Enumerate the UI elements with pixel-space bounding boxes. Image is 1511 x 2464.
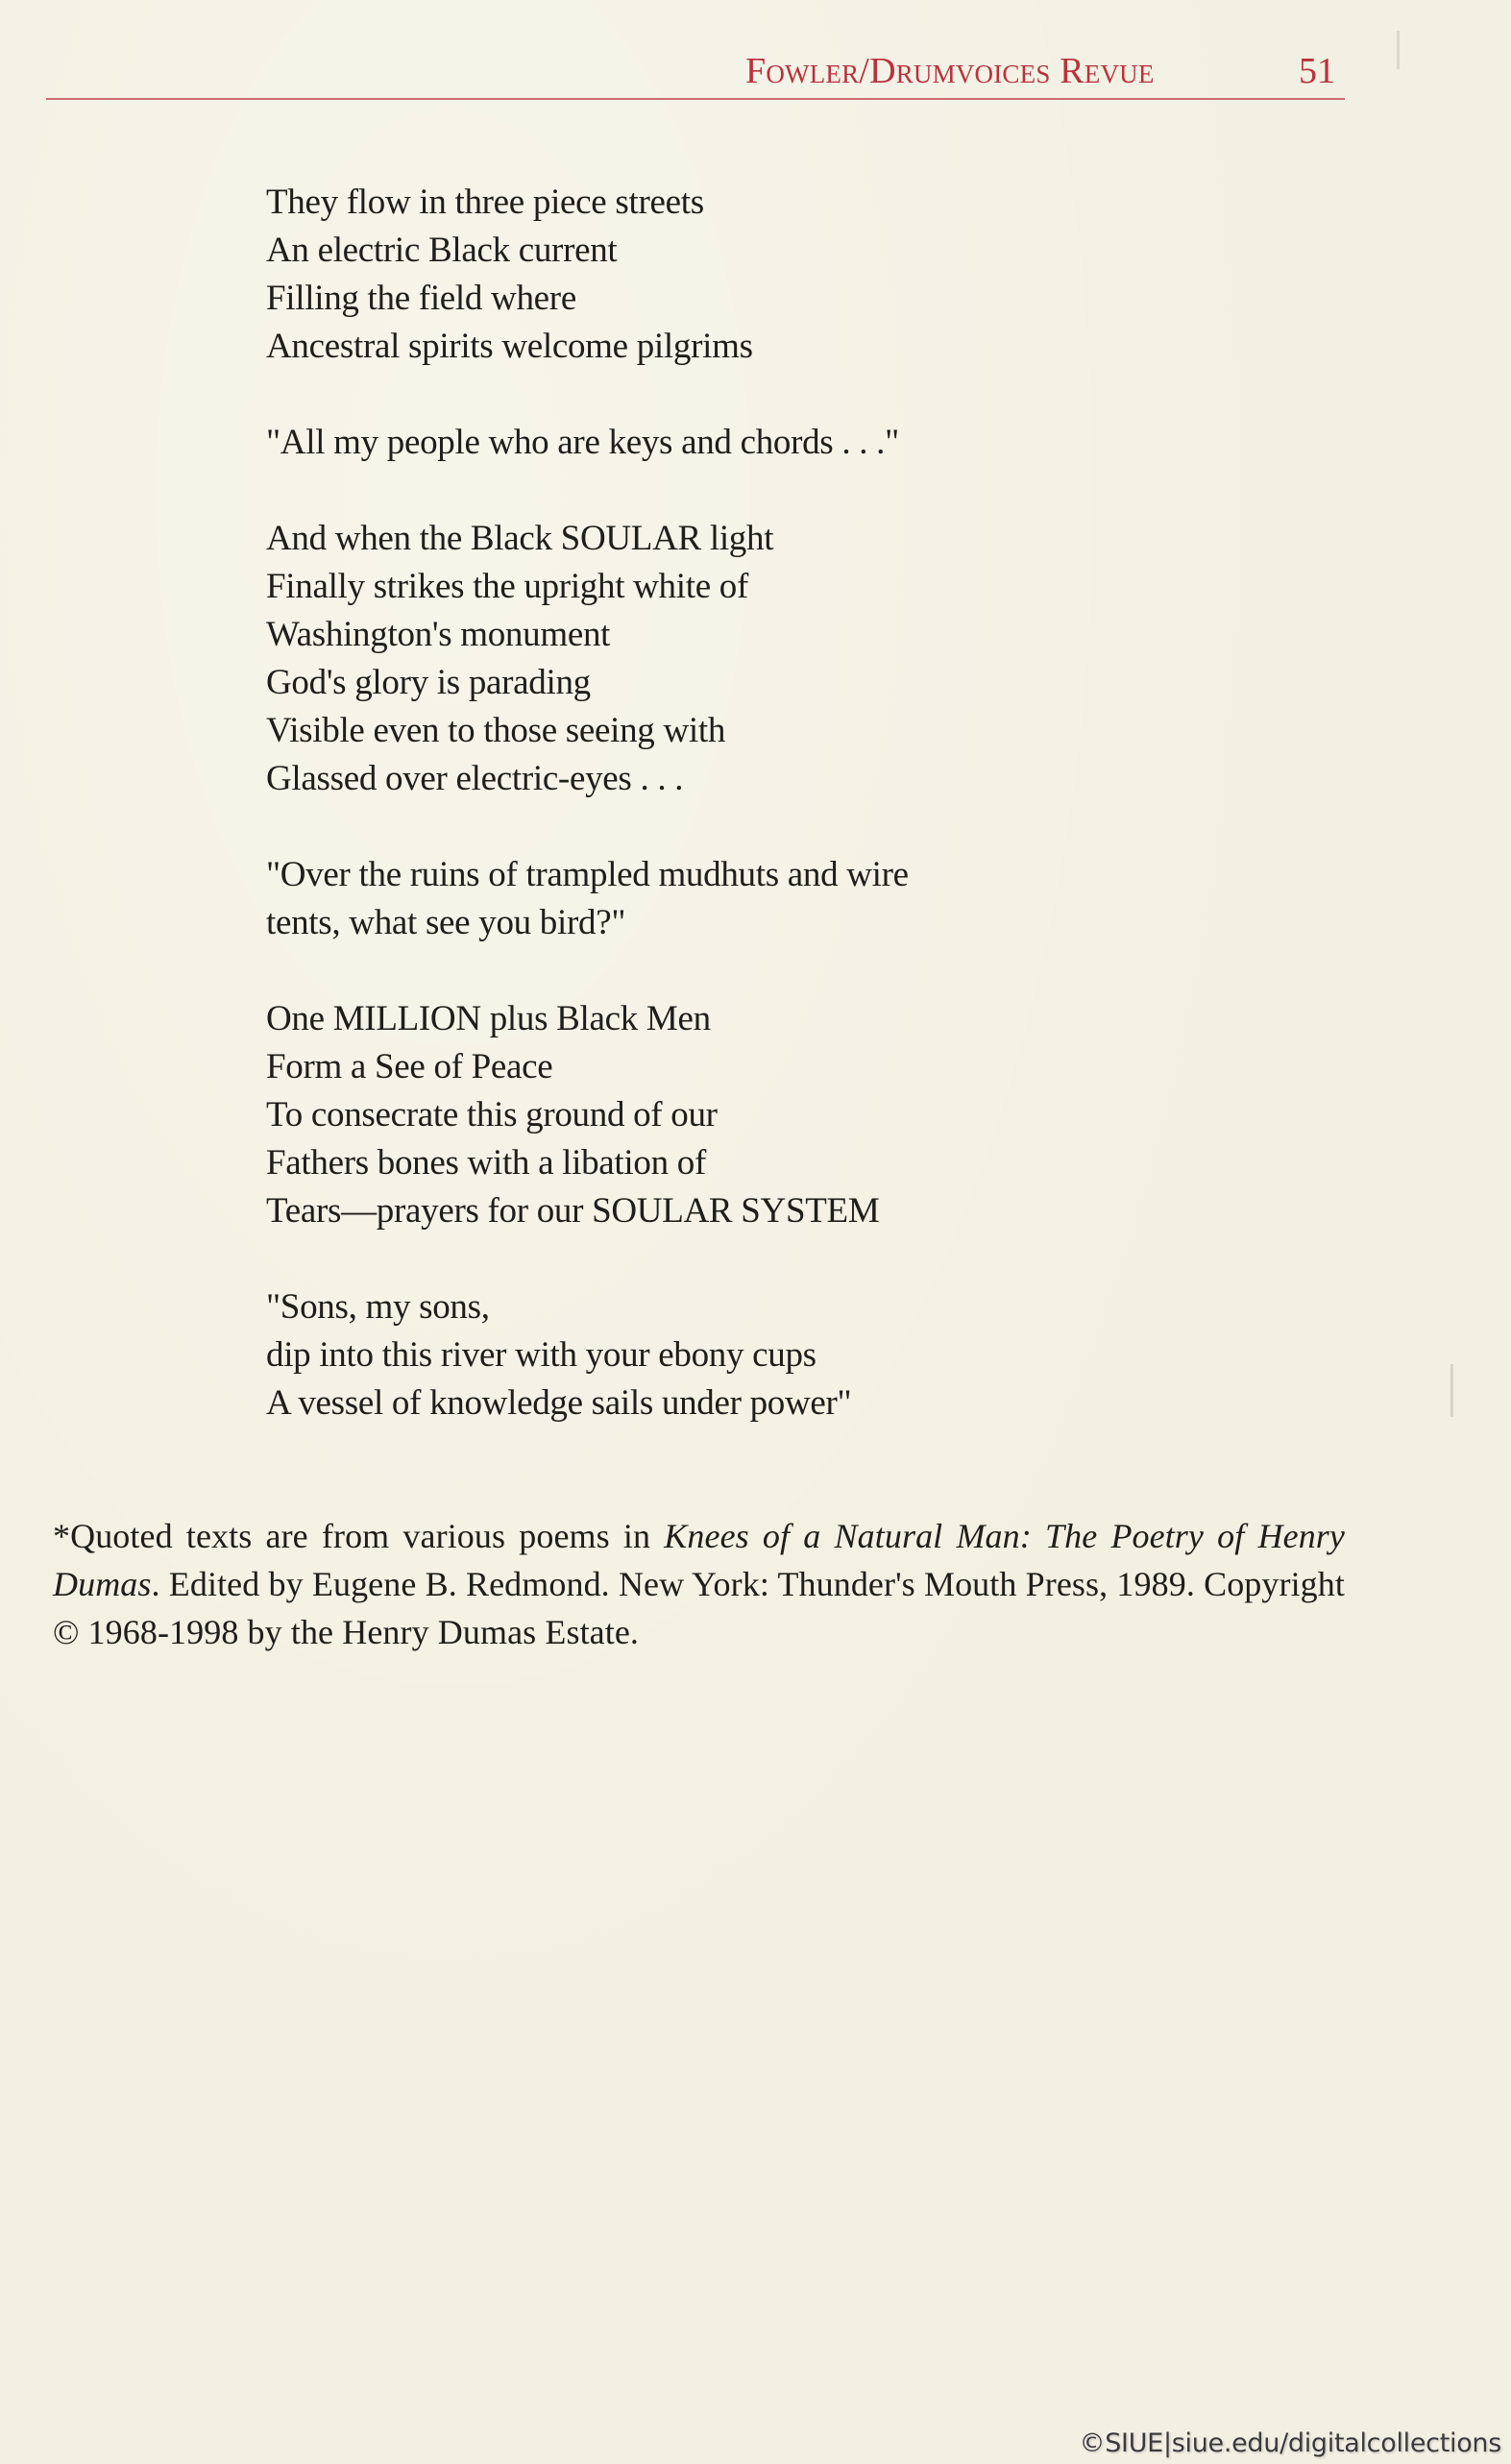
stanza	[266, 179, 1323, 371]
footnote-citation: . Edited by Eugene B. Redmond. New York: Thunder's Mouth Press, 1989. Copyright © 1968-1998 by the Henry Dumas Estate.	[53, 1565, 1345, 1651]
poem-line: Filling the field where	[266, 279, 576, 318]
footnote-prefix: *Quoted texts are from various poems in	[53, 1517, 665, 1555]
copyright-watermark: ©SIUE|siue.edu/digitalcollections	[1079, 2428, 1501, 2458]
poem-line: Form a See of Peace	[266, 1047, 553, 1086]
poem-line: Visible even to those seeing with	[266, 711, 726, 750]
running-head	[730, 46, 1345, 100]
stanza	[266, 515, 1323, 803]
scan-artifact-mark	[1450, 1364, 1453, 1417]
poem-line: "Over the ruins of trampled mudhuts and wire	[266, 855, 909, 894]
poem-line: Washington's monument	[266, 615, 611, 654]
poem-line: A vessel of knowledge sails under power"	[266, 1383, 852, 1423]
stanza	[266, 995, 1323, 1235]
poem-line: Ancestral spirits welcome pilgrims	[266, 327, 753, 366]
stanza	[266, 419, 1323, 467]
running-title: Fowler/Drumvoices Revue	[745, 51, 1155, 91]
poem-line: To consecrate this ground of our	[266, 1095, 718, 1134]
footnote-book-title: Knees of a Natural Man: The Poetry of Henry Dumas	[53, 1517, 1345, 1603]
poem-line: They flow in three piece streets	[266, 183, 704, 222]
poem-line: Fathers bones with a libation of	[266, 1143, 706, 1183]
poem-line: dip into this river with your ebony cups	[266, 1335, 816, 1375]
poem-line: Tears—prayers for our SOULAR SYSTEM	[266, 1191, 880, 1231]
stanza	[266, 851, 1323, 947]
poem-line: God's glory is parading	[266, 663, 591, 702]
poem-line: Glassed over electric-eyes . . .	[266, 759, 684, 798]
poem-line: An electric Black current	[266, 231, 618, 270]
poem-line: "Sons, my sons,	[266, 1287, 490, 1327]
poem-line: tents, what see you bird?"	[266, 903, 626, 942]
footnote	[53, 1512, 1345, 1656]
page-number: 51	[1299, 51, 1335, 91]
poem	[266, 179, 1323, 1476]
scan-artifact-mark	[1397, 31, 1400, 69]
poem-line: And when the Black SOULAR light	[266, 519, 774, 558]
poem-line: "All my people who are keys and chords . . ."	[266, 423, 899, 462]
header-rule	[46, 98, 1345, 100]
poem-line: One MILLION plus Black Men	[266, 999, 711, 1038]
poem-line: Finally strikes the upright white of	[266, 567, 748, 606]
stanza	[266, 1283, 1323, 1427]
